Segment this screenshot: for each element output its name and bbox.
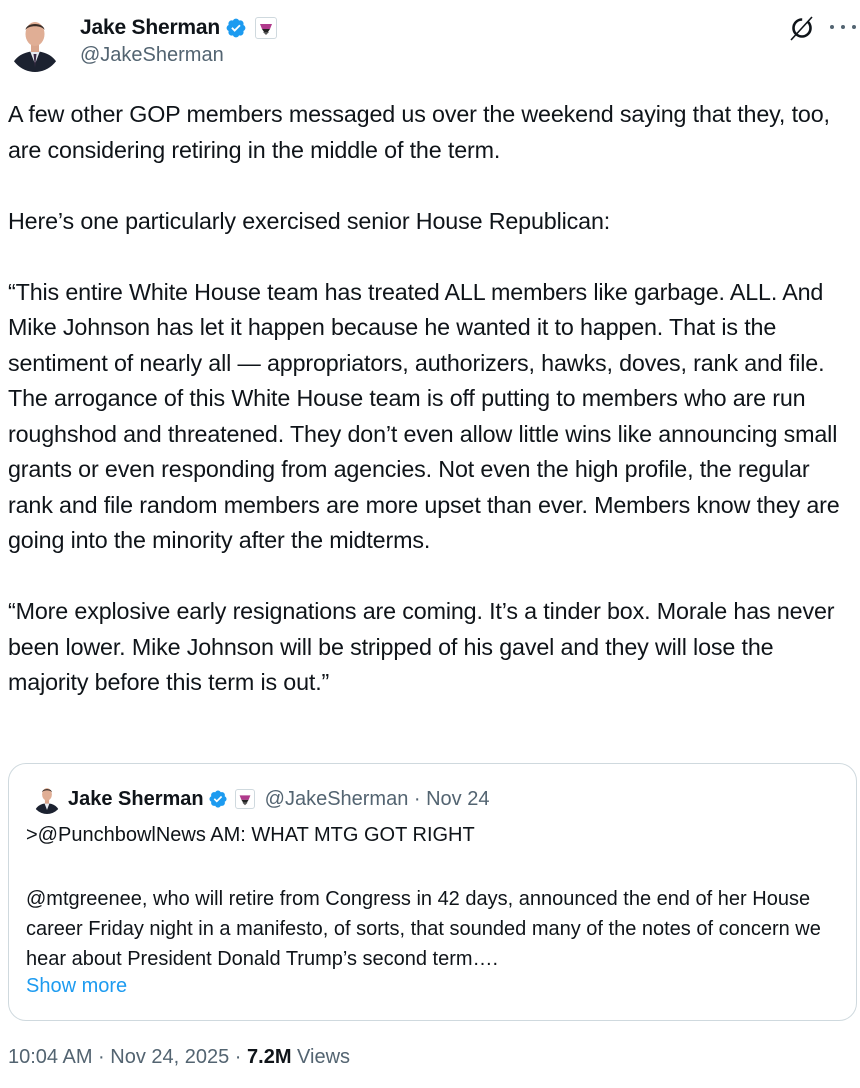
grok-icon[interactable] [787, 13, 817, 43]
quoted-tweet-body: @mtgreenee, who will retire from Congress in 42 days, announced the end of her House career Friday night in a manifesto, of sorts, that sounded many of the notes of concern we hear about President Donald Trump’s second term…. [26, 888, 821, 970]
dot [841, 25, 845, 29]
tweet-meta [8, 1046, 350, 1069]
quoted-tweet-header [32, 784, 489, 814]
tweet-body [8, 97, 860, 701]
tweet-paragraph: A few other GOP members messaged us over the weekend saying that they, too, are considering retiring in the middle of the term. [8, 101, 830, 163]
affiliate-badge-icon[interactable] [255, 17, 277, 39]
quoted-author-avatar[interactable] [32, 784, 62, 814]
quoted-tweet-title: >@PunchbowlNews AM: WHAT MTG GOT RIGHT [26, 824, 475, 846]
dot [852, 25, 856, 29]
views-label: Views [291, 1046, 351, 1068]
dot [830, 25, 834, 29]
tweet-paragraph: “More explosive early resignations are coming. It’s a tinder box. Morale has never been lower. Mike Johnson will be stripped of his gavel and they will lose the majority before this term is out.” [8, 598, 835, 695]
affiliate-badge-icon [235, 789, 255, 809]
verified-badge-icon[interactable] [225, 17, 247, 39]
timestamp[interactable]: 10:04 AM · Nov 24, 2025 · [8, 1046, 248, 1068]
more-options-icon[interactable] [830, 14, 856, 40]
author-name-row [80, 14, 277, 42]
views-count: 7.2M [247, 1046, 292, 1068]
tweet-header [0, 0, 860, 80]
quoted-author-name: Jake Sherman [68, 787, 204, 810]
author-avatar[interactable] [8, 14, 62, 72]
quoted-handle-and-date: @JakeSherman · Nov 24 [264, 787, 490, 810]
show-more-link[interactable]: Show more [26, 975, 128, 997]
tweet-paragraph: “This entire White House team has treated ALL members like garbage. ALL. And Mike Johnson has let it happen because he wanted it to happen. That is the sentiment of nearly all — appropriators, authorizers, hawks, doves, rank and file. The arrogance of this White House team is off putting to members who are run roughshod and threatened. They don’t even allow little wins like announcing small grants or even responding from agencies. Not even the high profile, the regular rank and file random members are more upset than ever. Members know they are going into the minority after the midterms. [8, 278, 840, 553]
author-display-name[interactable]: Jake Sherman [80, 16, 221, 39]
tweet-paragraph: Here’s one particularly exercised senior House Republican: [8, 207, 611, 234]
quoted-tweet-card[interactable] [8, 763, 857, 1021]
verified-badge-icon [208, 789, 228, 809]
author-handle[interactable]: @JakeSherman [80, 44, 224, 66]
